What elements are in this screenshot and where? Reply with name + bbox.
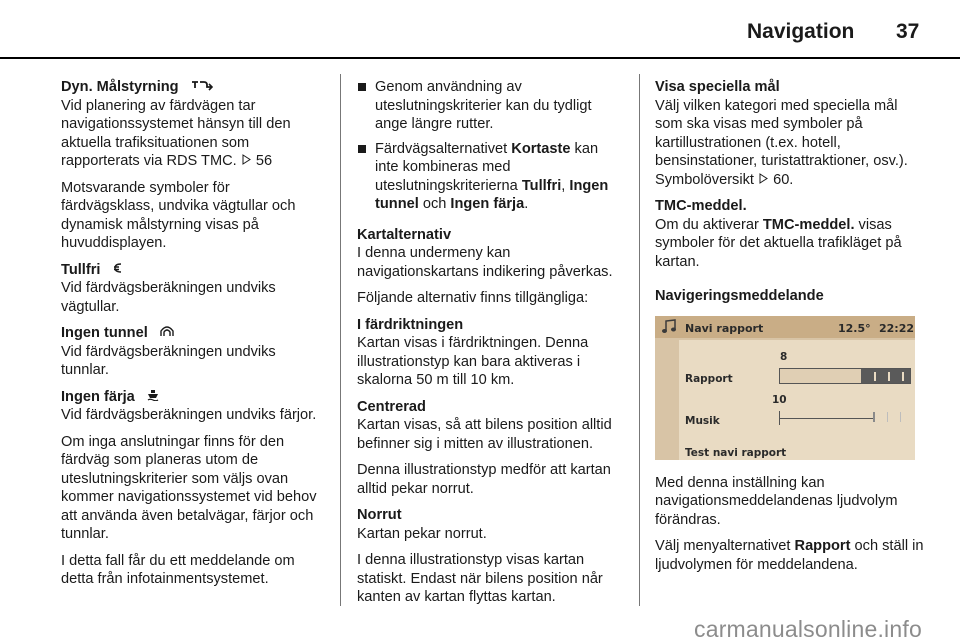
slider-tick [888,372,890,381]
page-number: 37 [896,20,920,43]
dyn-symbols-text: Motsvarande symboler för färdvägsklass, undvika vägtullar och dynamisk målstyrning visas på huvuddisplayen. [61,179,296,252]
toll-icon [113,261,123,280]
centrerad-text-2: Denna illustrationstyp medför att kartan alltid pekar norrut. [357,462,611,497]
see-reference-arrow-icon [758,172,769,188]
fardriktningen-text: Kartan visas i färdriktningen. Denna illustrationstyp kan bara aktiveras i skalorna 50 m till 10 km. [357,335,589,388]
option-tmc-meddel: TMC-meddel. [762,216,855,233]
musik-slider-fill [779,418,873,419]
option-tullfri: Tullfri [521,177,562,194]
term-label: Dyn. Målstyrning [61,79,179,96]
tullfri-text: Vid färdvägsberäkningen undviks vägtullar. [61,280,276,315]
med-denna-paragraph: Med denna inställning kan navigationsmeddelandenas ljudvolym förändras. [655,474,898,528]
visa-page-ref: 60. [773,171,794,188]
dynamic-route-icon [191,78,213,97]
column-3 [655,78,925,582]
option-ingen-tunnel: Ingen tunnel [375,177,609,212]
om-inga-paragraph: Om inga anslutningar finns för den färdväg som planeras utom de uteslutningskriterier som väljs ovan kommer navigationssystemet vid behov att använda även betalvägar, färjor och tunnlar. [61,433,317,543]
text-run: kan inte kombineras med uteslutningskriterierna [375,140,599,194]
slider-tick [873,412,875,422]
screen-clock: 22:22 [879,321,915,335]
term-tmc-meddel: TMC-meddel. [655,198,747,214]
term-centrerad: Centrerad [357,398,426,415]
see-reference-arrow-icon [241,153,252,169]
centrerad-text: Kartan visas, så att bilens position alltid befinner sig i mitten av illustrationen. [357,417,612,452]
column-1 [61,78,323,597]
foljande-text: Följande alternativ finns tillgängliga: [357,290,589,306]
musik-volume-slider[interactable] [779,411,911,427]
text-run: och [418,196,451,212]
slider-tick [902,372,904,381]
norrut-text-2: I denna illustrationstyp visas kartan statiskt. Endast när bilens position når kanten av kartan flyttas kartan. [357,552,603,605]
option-rapport: Rapport [794,538,851,554]
musik-value: 10 [772,393,787,406]
dyn-description: Vid planering av färdvägen tar navigationssystemet hänsyn till den aktuella trafiksituationen som rapporterats via RDS TMC. [61,97,291,170]
rapport-slider-fill [780,369,861,383]
term-visa-speciella-mal: Visa speciella mål [655,79,780,95]
screen-title: Navi rapport [685,321,764,335]
option-ingen-farja: Ingen färja [450,196,525,212]
term-kartalternativ: Kartalternativ [357,226,452,243]
ingen-farja-text: Vid färdvägsberäkningen undviks färjor. [61,407,317,424]
text-run: och ställ in ljudvolymen för meddelandena. [655,538,924,573]
screen-menu-panel [679,340,915,460]
screen-temperature: 12.5° [838,321,871,335]
text-run: . [524,196,529,212]
navigeringsmeddelande-heading: Navigeringsmeddelande [655,288,824,304]
text-run: , [561,177,570,194]
screen-title-bar [655,316,915,338]
term-label: Tullfri [61,261,101,278]
term-ingen-tunnel [61,324,323,343]
term-norrut: Norrut [357,507,402,523]
i-detta-fall-paragraph: I detta fall får du ett meddelande om detta från infotainmentsystemet. [61,552,295,588]
header-divider [0,57,960,59]
column-divider [639,74,640,606]
term-tullfri [61,261,323,280]
ferry-icon [147,388,159,407]
menu-item-musik[interactable]: Musik [685,414,720,427]
bullet-list [357,78,625,214]
term-label: Ingen färja [61,388,135,405]
column-2 [357,78,625,615]
page-header [0,0,960,56]
slider-tick [874,372,876,381]
slider-tick [887,412,888,422]
kartalternativ-text: I denna undermeny kan navigationskartans indikering påverkas. [357,245,613,280]
rapport-volume-slider[interactable] [779,368,911,384]
ingen-tunnel-text: Vid färdvägsberäkningen undviks tunnlar. [61,343,276,379]
list-item [357,140,625,214]
valj-paragraph [655,537,925,574]
menu-item-test-navi-rapport[interactable]: Test navi rapport [685,446,787,459]
column-divider [340,74,341,606]
menu-item-rapport[interactable]: Rapport [685,372,733,385]
option-kortaste: Kortaste [511,140,571,157]
page-title: Navigation [747,20,855,43]
text-run: Välj menyalternativet [655,538,795,554]
term-dyn-malstyrning [61,78,323,97]
list-item: Genom användning av uteslutningskriterier kan du tydligt ange längre rutter. [357,78,625,134]
rapport-slider-frame [779,368,911,384]
text-run: Om du aktiverar [655,216,763,233]
visa-text: Välj vilken kategori med speciella mål som ska visas med symboler på kartillustrationen (t.ex. hotell, bensinstationer, turistattraktioner, osv.). Symbolöversikt [655,97,908,188]
watermark-brand: carmanualsonline.info [694,616,922,642]
term-i-fardriktningen: I färdriktningen [357,316,464,333]
text-run: Färdvägsalternativet [375,140,512,157]
dyn-page-ref: 56 [255,153,273,170]
term-label: Ingen tunnel [61,325,148,342]
music-note-icon [661,319,677,340]
tunnel-icon [160,324,174,343]
rapport-value: 8 [780,350,788,363]
text-run: visas symboler för det aktuella trafikläget på kartan. [655,216,902,270]
slider-tick [900,412,901,422]
navi-rapport-screen [655,316,915,460]
term-ingen-farja [61,388,323,407]
norrut-text: Kartan pekar norrut. [357,525,487,542]
